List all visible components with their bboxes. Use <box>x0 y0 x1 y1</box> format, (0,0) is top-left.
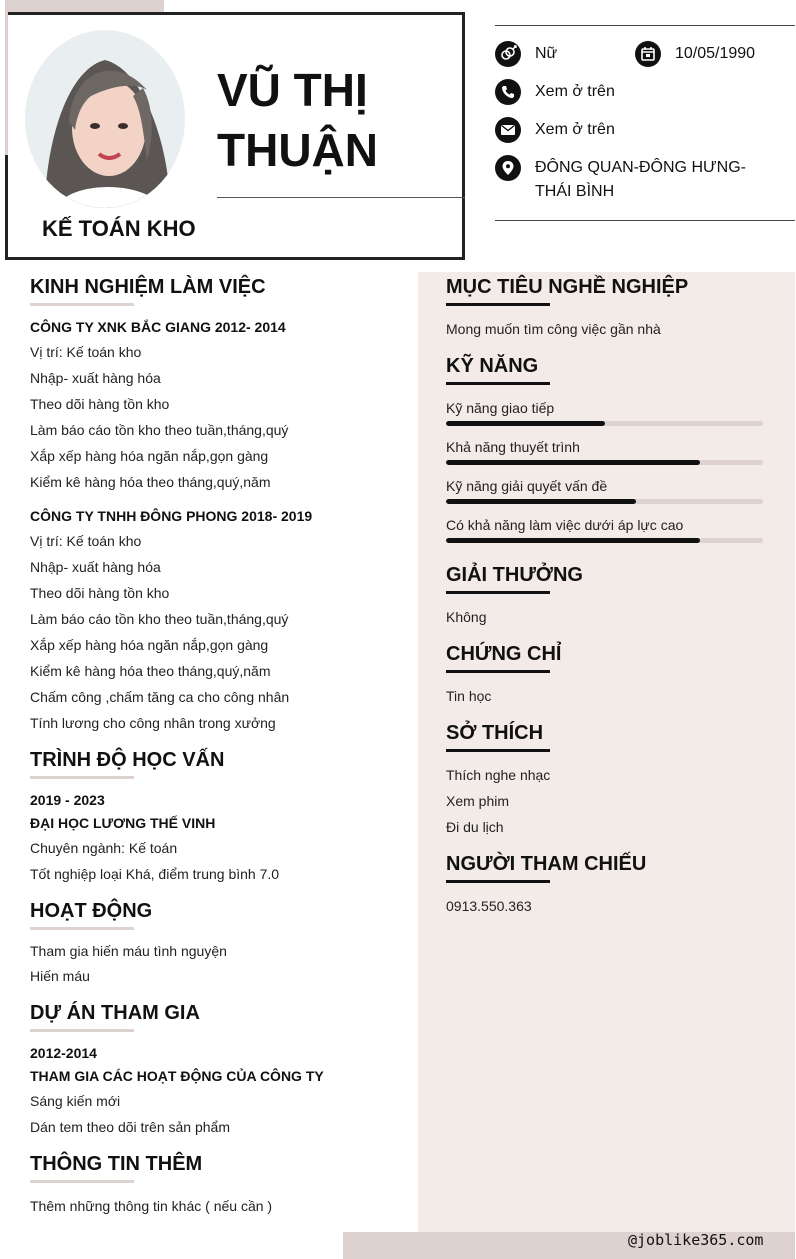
job-1-line: Làm báo cáo tồn kho theo tuần,tháng,quý <box>30 422 289 438</box>
skill-bar-fill <box>446 460 700 465</box>
skill-bar-fill <box>446 499 636 504</box>
project-line: Dán tem theo dõi trên sản phẩm <box>30 1119 231 1135</box>
info-divider-bottom <box>495 220 795 221</box>
hobbies-title: SỞ THÍCH <box>446 722 544 744</box>
hobby-line: Xem phim <box>446 793 510 809</box>
skill-name: Kỹ năng giải quyết vấn đề <box>446 478 608 494</box>
references-title: NGƯỜI THAM CHIẾU <box>446 853 647 875</box>
skill-name: Khả năng thuyết trình <box>446 439 580 455</box>
avatar <box>25 30 185 208</box>
skills-title: KỸ NĂNG <box>446 355 539 377</box>
skill-bar-track <box>446 421 763 426</box>
education-school: ĐẠI HỌC LƯƠNG THẾ VINH <box>30 815 216 831</box>
project-period: 2012-2014 <box>30 1045 97 1061</box>
name-divider <box>217 197 465 198</box>
gender-icon <box>495 41 521 67</box>
skill-bar-track <box>446 538 763 543</box>
activity-line: Hiến máu <box>30 968 90 984</box>
projects-title: DỰ ÁN THAM GIA <box>30 1002 200 1024</box>
email-value: Xem ở trên <box>535 121 615 138</box>
job-2-line: Kiểm kê hàng hóa theo tháng,quý,năm <box>30 663 271 679</box>
job-1-line: Xắp xếp hàng hóa ngăn nắp,gọn gàng <box>30 448 269 464</box>
awards-underline <box>446 591 550 594</box>
footer-watermark: @joblike365.com <box>628 1231 764 1249</box>
job-2-heading: CÔNG TY TNHH ĐÔNG PHONG 2018- 2019 <box>30 508 313 524</box>
hobbies-underline <box>446 749 550 752</box>
skill-bar-track <box>446 460 763 465</box>
skill-name: Kỹ năng giao tiếp <box>446 400 555 416</box>
activity-line: Tham gia hiến máu tình nguyện <box>30 943 227 959</box>
job-2-line: Nhập- xuất hàng hóa <box>30 559 161 575</box>
job-2-line: Xắp xếp hàng hóa ngăn nắp,gọn gàng <box>30 637 269 653</box>
project-name: THAM GIA CÁC HOẠT ĐỘNG CỦA CÔNG TY <box>30 1068 324 1084</box>
skills-underline <box>446 382 550 385</box>
extra-underline <box>30 1180 134 1183</box>
job-2-line: Chấm công ,chấm tăng ca cho công nhân <box>30 689 290 705</box>
hobby-line: Thích nghe nhạc <box>446 767 551 783</box>
awards-title: GIẢI THƯỞNG <box>446 564 583 586</box>
hobby-line: Đi du lịch <box>446 819 504 835</box>
project-line: Sáng kiến mới <box>30 1093 121 1109</box>
job-1-line: Nhập- xuất hàng hóa <box>30 370 161 386</box>
phone-icon <box>495 79 521 105</box>
skill-bar-fill <box>446 421 605 426</box>
email-icon <box>495 117 521 143</box>
certificates-title: CHỨNG CHỈ <box>446 643 562 665</box>
references-text: 0913.550.363 <box>446 898 532 914</box>
job-2-line: Tính lương cho công nhân trong xưởng <box>30 715 276 731</box>
job-title: KẾ TOÁN KHO <box>42 216 196 241</box>
address-value: ĐÔNG QUAN-ĐÔNG HƯNG- THÁI BÌNH <box>535 159 746 200</box>
job-2-line: Theo dõi hàng tồn kho <box>30 585 170 601</box>
education-period: 2019 - 2023 <box>30 792 105 808</box>
info-divider-top <box>495 25 795 26</box>
candidate-name: VŨ THỊ THUẬN <box>217 64 378 176</box>
job-1-line: Vị trí: Kế toán kho <box>30 344 142 360</box>
avatar-photo <box>25 30 185 208</box>
job-2-line: Làm báo cáo tồn kho theo tuần,tháng,quý <box>30 611 289 627</box>
gender-value: Nữ <box>535 45 558 62</box>
activities-title: HOẠT ĐỘNG <box>30 900 153 922</box>
objective-text: Mong muốn tìm công việc gần nhà <box>446 321 661 337</box>
frame-left-edge <box>5 0 8 155</box>
job-1-line: Theo dõi hàng tồn kho <box>30 396 170 412</box>
skill-bar-track <box>446 499 763 504</box>
education-title: TRÌNH ĐỘ HỌC VẤN <box>30 749 225 771</box>
extra-title: THÔNG TIN THÊM <box>30 1153 203 1175</box>
objective-title: MỤC TIÊU NGHỀ NGHIỆP <box>446 276 689 298</box>
projects-underline <box>30 1029 134 1032</box>
education-line: Chuyên ngành: Kế toán <box>30 840 178 856</box>
location-icon <box>495 155 521 181</box>
certificates-text: Tin học <box>446 688 492 704</box>
education-line: Tốt nghiệp loại Khá, điểm trung bình 7.0 <box>30 866 280 882</box>
experience-underline <box>30 303 134 306</box>
calendar-icon <box>635 41 661 67</box>
certificates-underline <box>446 670 550 673</box>
extra-text: Thêm những thông tin khác ( nếu cần ) <box>30 1198 273 1214</box>
job-2-line: Vị trí: Kế toán kho <box>30 533 142 549</box>
objective-underline <box>446 303 550 306</box>
birthday-value: 10/05/1990 <box>675 45 756 62</box>
awards-text: Không <box>446 609 487 625</box>
skill-bar-fill <box>446 538 700 543</box>
activities-underline <box>30 927 134 930</box>
education-underline <box>30 776 134 779</box>
job-1-heading: CÔNG TY XNK BẮC GIANG 2012- 2014 <box>30 319 286 335</box>
phone-value: Xem ở trên <box>535 83 615 100</box>
job-1-line: Kiểm kê hàng hóa theo tháng,quý,năm <box>30 474 271 490</box>
experience-title: KINH NGHIỆM LÀM VIỆC <box>30 276 266 298</box>
references-underline <box>446 880 550 883</box>
skill-name: Có khả năng làm việc dưới áp lực cao <box>446 517 684 533</box>
